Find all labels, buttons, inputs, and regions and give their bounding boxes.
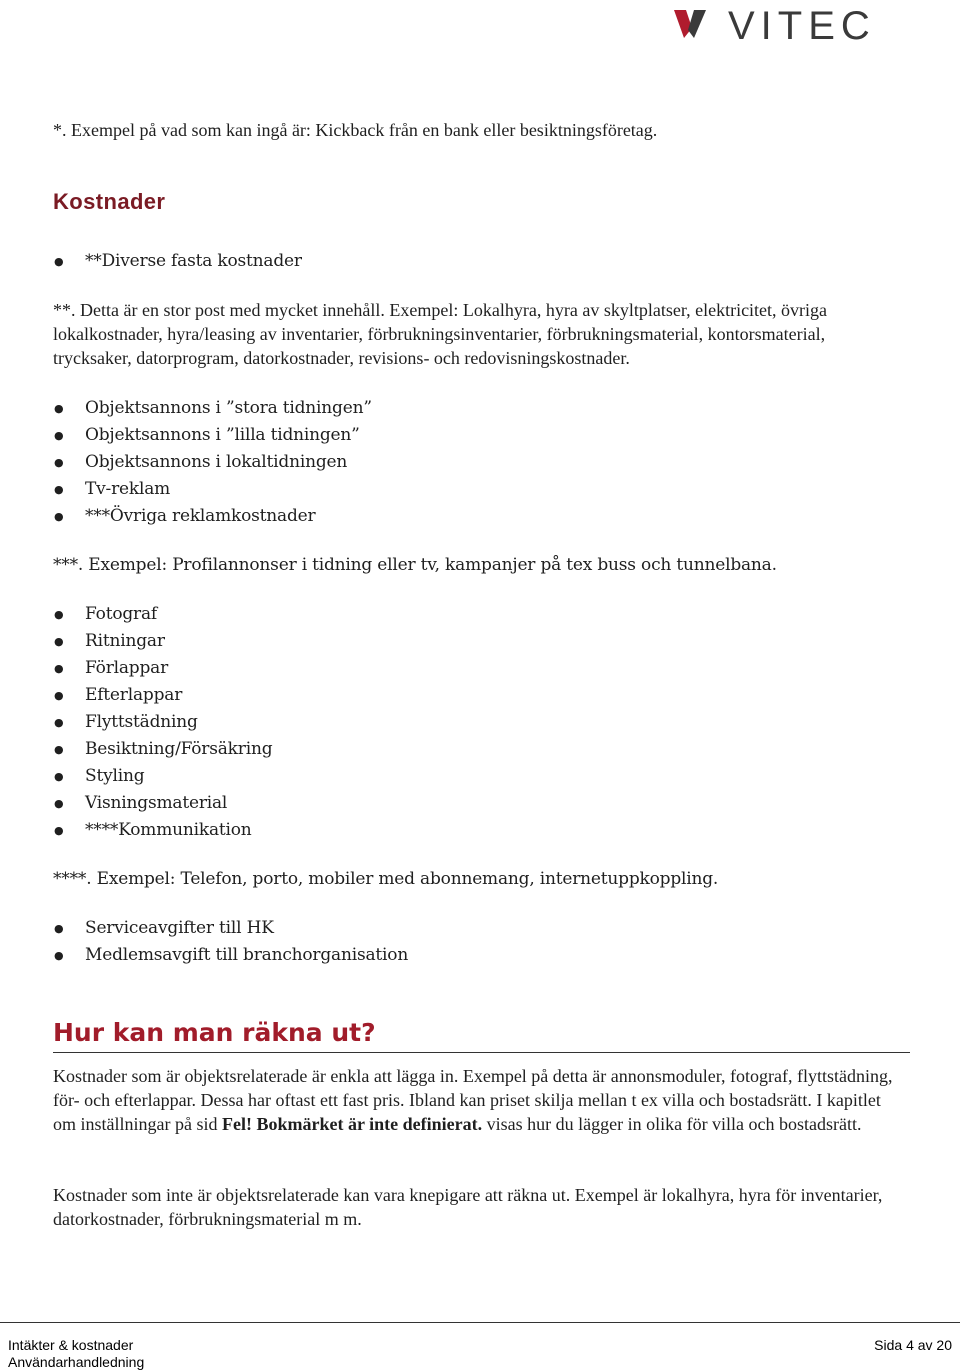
page-number: Sida 4 av 20: [874, 1337, 952, 1353]
list-item: ● Medlemsavgift till branchorganisation: [53, 942, 408, 969]
list-item: ● Flyttstädning: [53, 709, 272, 736]
list-item: ● Styling: [53, 763, 272, 790]
list-fixed-costs: [53, 248, 302, 275]
paragraph-object-costs: [53, 1064, 906, 1136]
list-item: ● Fotograf: [53, 601, 272, 628]
footer-title: Intäkter & kostnader: [8, 1337, 134, 1353]
list-item: ● Förlappar: [53, 655, 272, 682]
list-item: ● ****Kommunikation: [53, 817, 272, 844]
list-item: ● Visningsmaterial: [53, 790, 272, 817]
list-item: ● Serviceavgifter till HK: [53, 915, 408, 942]
list-advertising: [53, 395, 372, 530]
list-item: ● Besiktning/Försäkring: [53, 736, 272, 763]
vitec-logo: [670, 6, 920, 42]
footnote-advertising: ***. Exempel: Profilannonser i tidning eller tv, kampanjer på tex buss och tunnelbana.: [53, 555, 777, 575]
list-item: ● Ritningar: [53, 628, 272, 655]
list-item: ● Objektsannons i ”stora tidningen”: [53, 395, 372, 422]
footer-subtitle: Användarhandledning: [8, 1354, 145, 1370]
section-heading-hur: Hur kan man räkna ut?: [53, 1018, 376, 1047]
list-item: ● Tv-reklam: [53, 476, 372, 503]
list-item: ● **Diverse fasta kostnader: [53, 248, 302, 275]
heading-rule: [53, 1052, 910, 1053]
footnote-communication: ****. Exempel: Telefon, porto, mobiler med abonnemang, internetuppkoppling.: [53, 869, 719, 889]
list-fees: [53, 915, 408, 969]
footer-rule: [0, 1322, 960, 1323]
paragraph-text: visas hur du lägger in olika för villa och bostadsrätt.: [482, 1114, 862, 1134]
list-item: ● ***Övriga reklamkostnader: [53, 503, 372, 530]
list-object-costs: [53, 601, 272, 844]
footnote-fixed-costs: **. Detta är en stor post med mycket innehåll. Exempel: Lokalhyra, hyra av skyltplatser, elektricitet, övriga lokalkostnader, hyra/leasing av inventarier, förbrukningsinventarier, förbrukningsmaterial, kontorsmaterial, trycksaker, datorprogram, datorkostnader, revisions- och redovisningskostnader.: [53, 300, 828, 368]
bookmark-error: Fel! Bokmärket är inte definierat.: [221, 1114, 483, 1134]
paragraph-text: Kostnader som är objektsrelaterade är enkla att lägga in. Exempel på detta är annonsmoduler, fotograf, flyttstädning, för- och efterlappar. Dessa har oftast ett fast pris. Ibland kan priset skilja mellan t ex villa och bostadsrätt. I kapitlet om inställningar på sid: [53, 1066, 893, 1134]
list-item: ● Objektsannons i ”lilla tidningen”: [53, 422, 372, 449]
section-heading-kostnader: Kostnader: [53, 189, 166, 214]
list-item: ● Efterlappar: [53, 682, 272, 709]
footnote-kickback: *. Exempel på vad som kan ingå är: Kickback från en bank eller besiktningsföretag.: [53, 120, 658, 140]
paragraph-non-object-costs: Kostnader som inte är objektsrelaterade kan vara knepigare att räkna ut. Exempel är lokalhyra, hyra för inventarier, datorkostnader, förbrukningsmaterial m m.: [53, 1185, 883, 1229]
logo-text: VITEC: [728, 6, 876, 42]
list-item: ● Objektsannons i lokaltidningen: [53, 449, 372, 476]
